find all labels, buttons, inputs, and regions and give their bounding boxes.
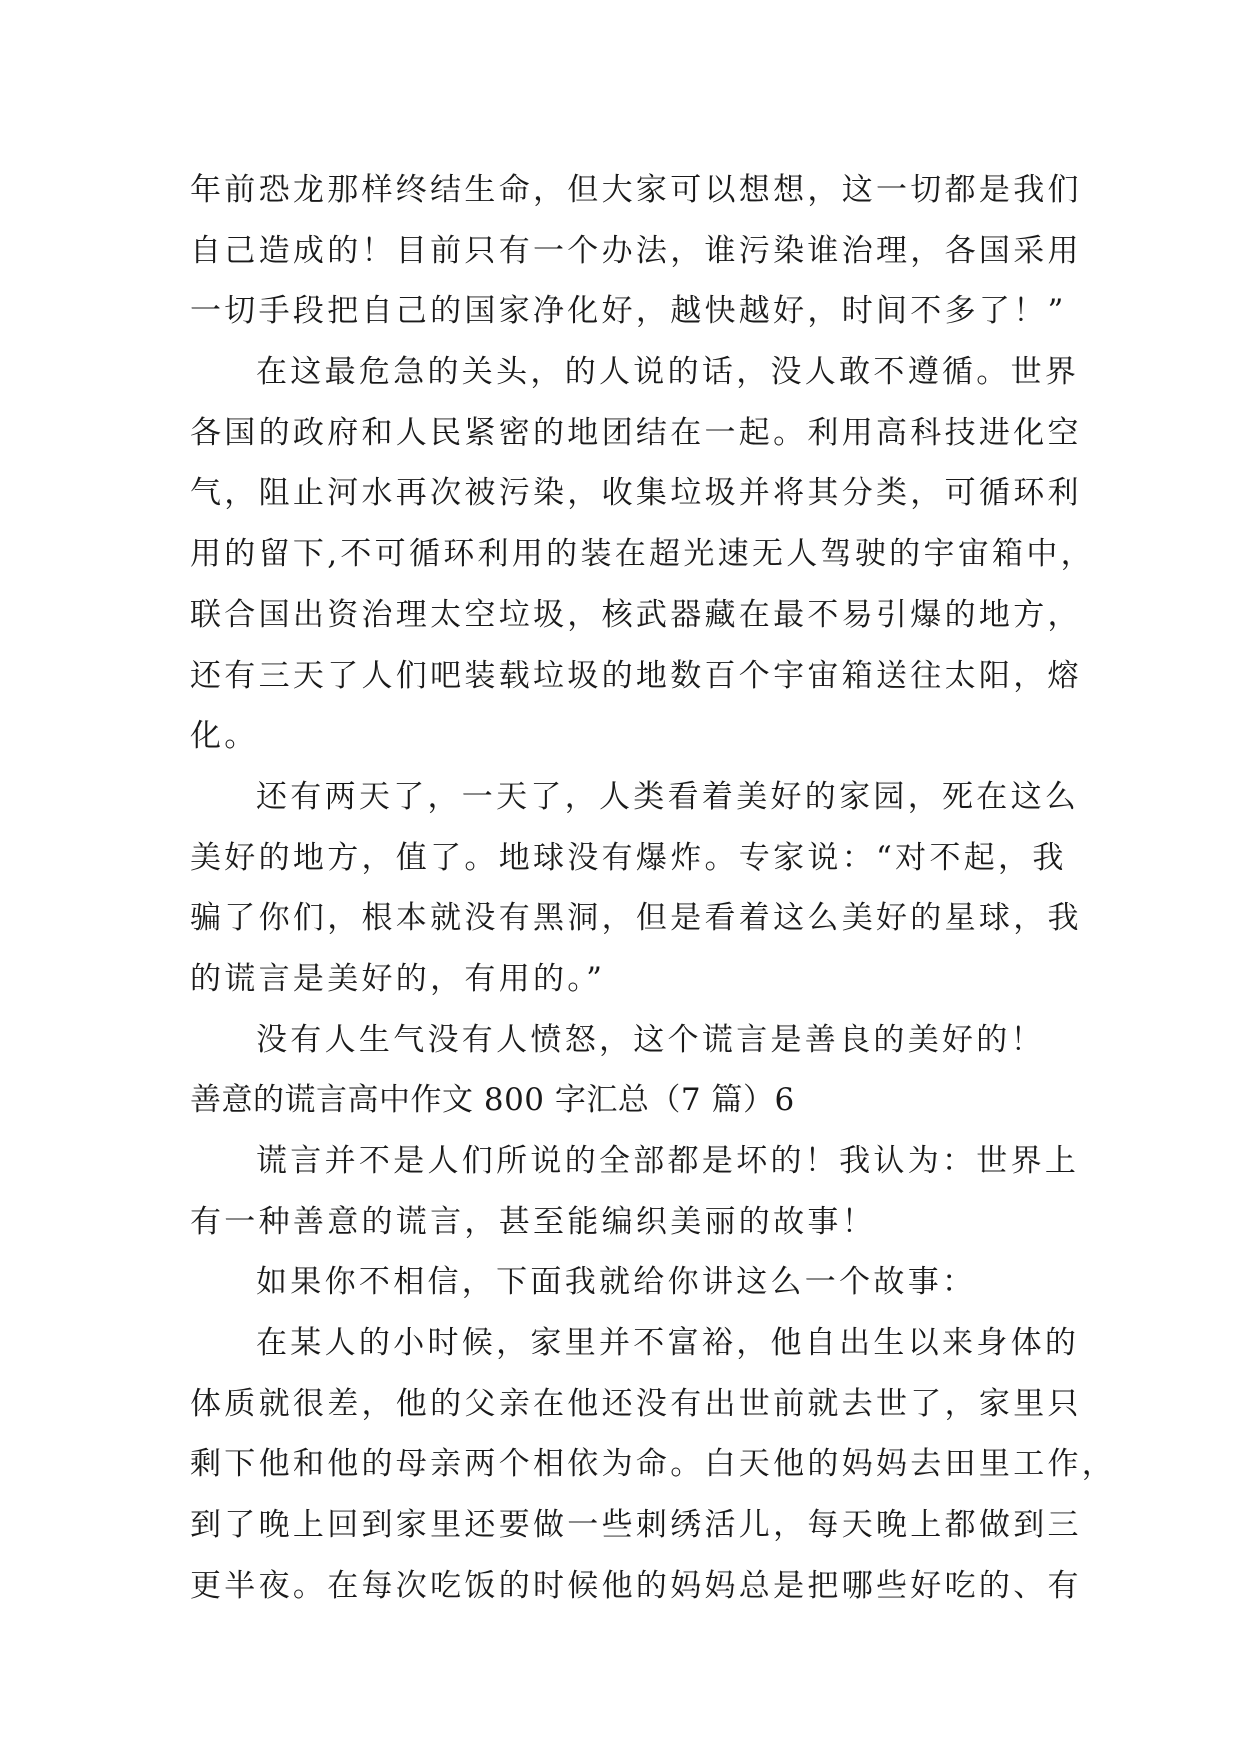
paragraph-first-line: 在这最危急的关头，的人说的话，没人敢不遵循。世界 xyxy=(256,354,1080,391)
text-line: 到了晚上回到家里还要做一些刺绣活儿，每天晚上都做到三 xyxy=(190,1507,1082,1544)
text-line: 自己造成的！目前只有一个办法，谁污染谁治理，各国采用 xyxy=(190,232,1082,269)
text-line: 有一种善意的谎言，甚至能编织美丽的故事！ xyxy=(190,1203,876,1240)
paragraph-first-line: 如果你不相信，下面我就给你讲这么一个故事： xyxy=(256,1264,977,1301)
paragraph-first-line: 谎言并不是人们所说的全部都是坏的！我认为：世界上 xyxy=(256,1143,1080,1179)
text-line: 气，阻止河水再次被污染，收集垃圾并将其分类，可循环利 xyxy=(190,475,1082,512)
text-line: 化。 xyxy=(190,718,259,755)
text-line: 骗了你们，根本就没有黑洞，但是看着这么美好的星球，我 xyxy=(190,900,1082,937)
text-line: 体质就很差，他的父亲在他还没有出世前就去世了，家里只 xyxy=(190,1385,1082,1422)
text-line: 一切手段把自己的国家净化好，越快越好，时间不多了！” xyxy=(190,293,1067,330)
text-line: 联合国出资治理太空垃圾，核武器藏在最不易引爆的地方， xyxy=(190,596,1082,633)
text-line: 用的留下,不可循环利用的装在超光速无人驾驶的宇宙箱中， xyxy=(190,536,1095,573)
paragraph-first-line: 没有人生气没有人愤怒，这个谎言是善良的美好的！ xyxy=(256,1021,1045,1058)
text-line: 还有三天了人们吧装载垃圾的地数百个宇宙箱送往太阳，熔 xyxy=(190,657,1082,694)
section-heading: 善意的谎言高中作文 800 字汇总（7 篇）6 xyxy=(190,1082,795,1119)
text-line: 美好的地方，值了。地球没有爆炸。专家说：“对不起，我 xyxy=(190,839,1067,876)
paragraph-first-line: 还有两天了，一天了，人类看着美好的家园，死在这么 xyxy=(256,778,1080,815)
text-line: 的谎言是美好的，有用的。” xyxy=(190,960,606,997)
text-line: 剩下他和他的母亲两个相依为命。白天他的妈妈去田里工作， xyxy=(190,1446,1117,1483)
document-page xyxy=(190,160,1117,1617)
paragraph-first-line: 在某人的小时候，家里并不富裕，他自出生以来身体的 xyxy=(256,1325,1080,1362)
text-line: 年前恐龙那样终结生命，但大家可以想想，这一切都是我们 xyxy=(190,172,1082,208)
text-line: 各国的政府和人民紧密的地团结在一起。利用高科技进化空 xyxy=(190,414,1082,451)
text-line: 更半夜。在每次吃饭的时候他的妈妈总是把哪些好吃的、有 xyxy=(190,1567,1082,1604)
